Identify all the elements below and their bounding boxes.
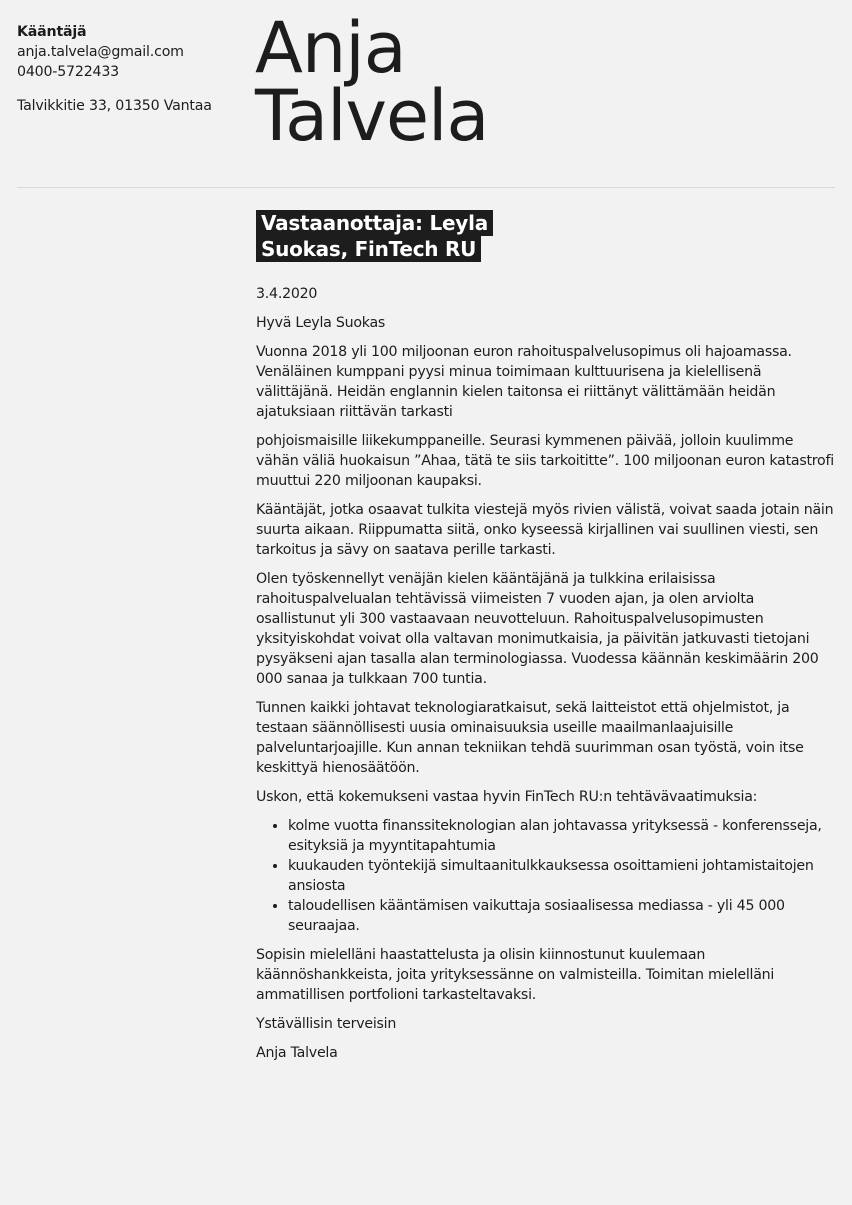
signature: Anja Talvela <box>256 1045 338 1061</box>
applicant-name <box>255 7 489 157</box>
paragraph: Vuonna 2018 yli 100 miljoonan euron rahoituspalvelusopimus oli hajoamassa. Venäläinen kumppani pyysi minua toimimaan kulttuurisena ja kielellisenä välittäjänä. Heidän englannin kielen taitonsa ei riittänyt välittämään heidän ajatuksiaan riittävän tarkasti <box>256 344 792 420</box>
paragraph: Kääntäjät, jotka osaavat tulkita viestejä myös rivien välistä, voivat saada jotain näin suurta aikaan. Riippumatta siitä, onko kyseessä kirjallinen vai suullinen viesti, sen tarkoitus ja sävy on saatava perille tarkasti. <box>256 502 834 558</box>
paragraph: Uskon, että kokemukseni vastaa hyvin FinTech RU:n tehtävävaatimuksia: <box>256 789 758 805</box>
paragraph: Tunnen kaikki johtavat teknologiaratkaisut, sekä laitteistot että ohjelmistot, ja testaan säännöllisesti uusia ominaisuuksia useille maailmanlaajuisille palveluntarjoajille. Kun annan tekniikan tehdä suurimman osan työstä, voin itse keskittyä hienosäätöön. <box>256 700 804 776</box>
postal-address: Talvikkitie 33, 01350 Vantaa <box>17 98 212 114</box>
phone-number: 0400-5722433 <box>17 64 120 80</box>
list-item: • kolme vuotta finanssiteknologian alan johtavassa yrityksessä - konferensseja, esityksiä ja myyntitapahtumia <box>288 816 836 856</box>
closing-paragraph: Sopisin mielelläni haastattelusta ja olisin kiinnostunut kuulemaan käännöshankkeista, joita yrityksessänne on valmisteilla. Toimitan mielelläni ammatillisen portfolioni tarkasteltavaksi. <box>256 947 775 1003</box>
sign-off: Ystävällisin terveisin <box>256 1016 397 1032</box>
first-name: Anja <box>255 7 406 89</box>
contact-sidebar <box>17 22 242 116</box>
last-name: Talvela <box>255 75 489 157</box>
list-item: • kuukauden työntekijä simultaanitulkkauksessa osoittamieni johtamistaitojen ansiosta <box>288 856 836 896</box>
recipient-label: Vastaanottaja: Leyla Suokas, FinTech RU <box>256 210 493 262</box>
paragraph: pohjoismaisille liikekumppaneille. Seurasi kymmenen päivää, jolloin kuulimme vähän väliä huokaisun ”Ahaa, tätä te siis tarkoititte”. 100 miljoonan euron katastrofi muuttui 220 miljoonan kaupaksi. <box>256 433 834 489</box>
letter-body <box>256 210 836 1072</box>
letter-greeting: Hyvä Leyla Suokas <box>256 315 386 331</box>
letter-date: 3.4.2020 <box>256 286 318 302</box>
job-title: Kääntäjä <box>17 24 87 40</box>
list-item: • taloudellisen kääntämisen vaikuttaja sosiaalisessa mediassa - yli 45 000 seuraajaa. <box>288 896 836 936</box>
qualifications-list <box>256 816 836 936</box>
email-address: anja.talvela@gmail.com <box>17 44 184 60</box>
recipient-heading <box>256 210 546 262</box>
paragraph: Olen työskennellyt venäjän kielen kääntäjänä ja tulkkina erilaisissa rahoituspalvelualan tehtävissä viimeisten 7 vuoden ajan, ja olen arviolta osallistunut yli 300 vastaavaan neuvotteluun. Rahoituspalvelusopimusten yksityiskohdat voivat olla valtavan monimutkaisia, ja päivitän jatkuvasti tietojani pysyäkseni ajan tasalla alan terminologiassa. Vuodessa käännän keskimäärin 200 000 sanaa ja tulkkaan 700 tuntia. <box>256 571 819 687</box>
header-divider <box>17 187 835 188</box>
